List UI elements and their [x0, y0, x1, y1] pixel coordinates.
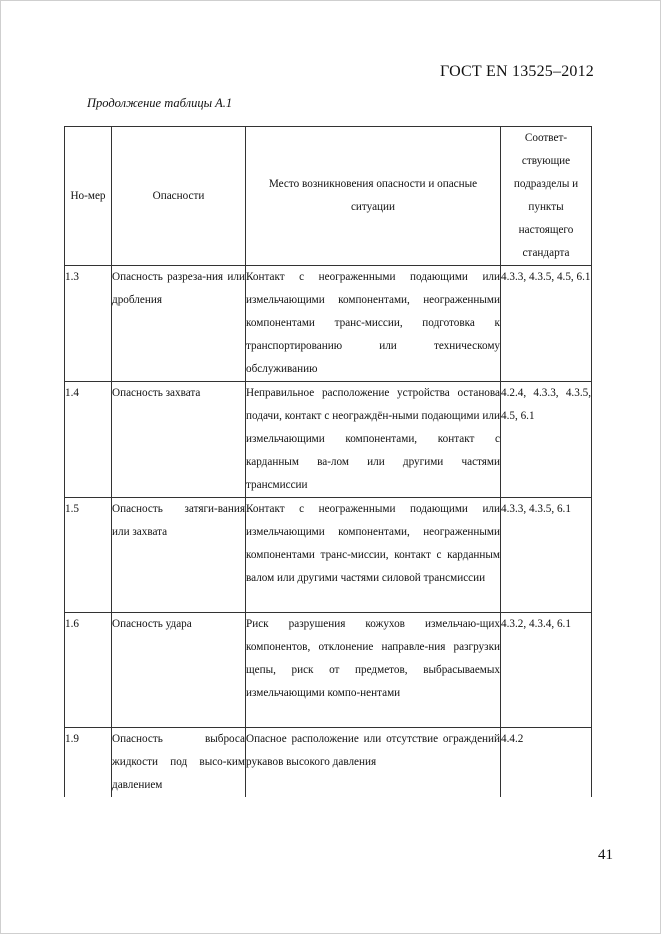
row-clauses: 4.4.2 [501, 728, 592, 798]
row-number: 1.6 [65, 613, 112, 728]
table-continuation-caption: Продолжение таблицы А.1 [87, 96, 233, 110]
table-row [65, 613, 592, 728]
row-location: Риск разрушения кожухов измельчаю-щих компонентов, отклонение направле-ния разгрузки щепы, риск от предметов, выбрасываемых измельчающими компо-нентами [246, 613, 501, 728]
table-row [65, 498, 592, 613]
row-clauses: 4.3.3, 4.3.5, 6.1 [501, 498, 592, 613]
header-number: Но-мер [65, 127, 112, 266]
row-clauses: 4.3.3, 4.3.5, 4.5, 6.1 [501, 266, 592, 382]
header-clauses: Соответ-ствующие подразделы и пункты настоящего стандарта [501, 127, 592, 266]
page-number: 41 [598, 847, 613, 863]
header-location: Место возникновения опасности и опасные ситуации [246, 127, 501, 266]
row-hazard: Опасность выброса жидкости под высо-ким давлением [112, 728, 246, 798]
row-clauses: 4.2.4, 4.3.3, 4.3.5, 4.5, 6.1 [501, 382, 592, 498]
row-hazard: Опасность разреза-ния или дробления [112, 266, 246, 382]
row-number: 1.4 [65, 382, 112, 498]
header-hazard: Опасности [112, 127, 246, 266]
table-header-row [65, 127, 592, 266]
row-hazard: Опасность затяги-вания или захвата [112, 498, 246, 613]
table-row [65, 728, 592, 798]
row-hazard: Опасность удара [112, 613, 246, 728]
row-number: 1.5 [65, 498, 112, 613]
row-number: 1.9 [65, 728, 112, 798]
table-row [65, 382, 592, 498]
row-number: 1.3 [65, 266, 112, 382]
row-location: Опасное расположение или отсутствие ограждений рукавов высокого давления [246, 728, 501, 798]
row-hazard: Опасность захвата [112, 382, 246, 498]
row-location: Контакт с неограженными подающими или измельчающими компонентами, неограженными компонентами транс-миссии, подготовка к транспортированию или техническому обслуживанию [246, 266, 501, 382]
row-location: Неправильное расположение устройства останова подачи, контакт с неограждён-ными подающими или измельчающими компонентами, контакт с карданным ва-лом или другими частями трансмиссии [246, 382, 501, 498]
row-location: Контакт с неограженными подающими или измельчающими компонентами, неограженными компонентами транс-миссии, контакт с карданным валом или другими частями силовой трансмиссии [246, 498, 501, 613]
hazards-table [64, 126, 592, 797]
table-row [65, 266, 592, 382]
row-clauses: 4.3.2, 4.3.4, 6.1 [501, 613, 592, 728]
document-code: ГОСТ EN 13525–2012 [440, 63, 594, 80]
